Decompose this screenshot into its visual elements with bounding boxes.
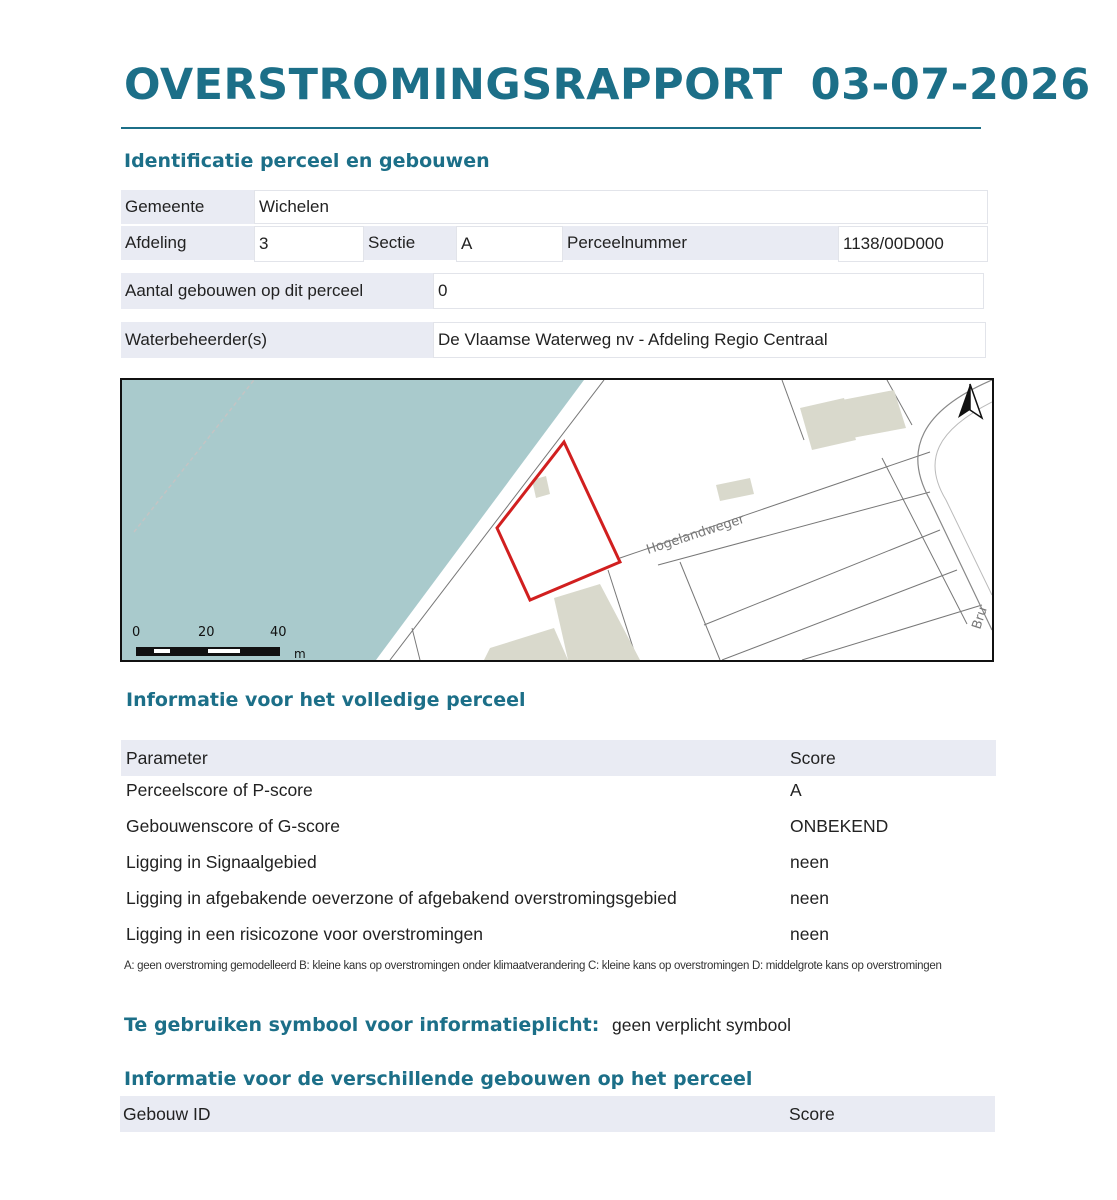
water-body	[122, 380, 584, 660]
parameter-cell: Ligging in afgebakende oeverzone of afgebakend overstromingsgebied	[126, 888, 677, 908]
perceelnummer-label: Perceelnummer	[563, 226, 838, 260]
table-row	[121, 772, 996, 808]
waterbeheerder-value: De Vlaamse Waterweg nv - Afdeling Regio Centraal	[433, 322, 986, 358]
waterbeheerder-label: Waterbeheerder(s)	[121, 322, 433, 358]
col-building-score: Score	[789, 1104, 835, 1124]
afdeling-value: 3	[254, 226, 364, 262]
aantal-gebouwen-value: 0	[433, 273, 984, 309]
perceelnummer-value: 1138/00D000	[838, 226, 988, 262]
score-legend-note: A: geen overstroming gemodelleerd B: kleine kans op overstromingen onder klimaatverandering C: kleine kans op overstromingen D: middelgrote kans op overstromingen	[124, 960, 942, 972]
parcel-info-heading: Informatie voor het volledige perceel	[126, 689, 526, 711]
road-curve-inner	[935, 402, 992, 595]
table-row	[121, 844, 996, 880]
score-cell: ONBEKEND	[790, 816, 889, 836]
col-parameter: Parameter	[126, 748, 208, 768]
report-title	[124, 60, 1091, 110]
symbol-value: geen verplicht symbool	[612, 1015, 791, 1035]
street-label-2: Bru	[969, 605, 991, 632]
table-row	[121, 808, 996, 844]
col-score: Score	[790, 748, 836, 768]
score-cell: neen	[790, 852, 829, 872]
gemeente-label: Gemeente	[121, 190, 254, 224]
aantal-gebouwen-label: Aantal gebouwen op dit perceel	[121, 273, 433, 309]
parcel-map-svg	[122, 380, 992, 660]
score-cell: neen	[790, 888, 829, 908]
buildings-header-row	[120, 1096, 995, 1132]
col-gebouw-id: Gebouw ID	[123, 1104, 211, 1124]
parcel-map	[120, 378, 994, 662]
sectie-value: A	[456, 226, 563, 262]
scale-tick-20: 20	[198, 625, 215, 640]
gemeente-value: Wichelen	[254, 190, 988, 224]
buildings	[484, 390, 906, 660]
buildings-heading: Informatie voor de verschillende gebouwen op het perceel	[124, 1068, 753, 1090]
symbol-label: Te gebruiken symbool voor informatieplicht:	[124, 1014, 600, 1036]
scale-tick-40: 40	[270, 625, 287, 640]
scale-unit: m	[294, 647, 306, 660]
scale-tick-0: 0	[132, 625, 141, 640]
north-arrow-icon	[958, 384, 982, 418]
sectie-label: Sectie	[364, 226, 456, 260]
score-cell: neen	[790, 924, 829, 944]
table-row	[121, 880, 996, 916]
parcel-info-header-row	[121, 740, 996, 776]
afdeling-label: Afdeling	[121, 226, 254, 260]
report-title-text: OVERSTROMINGSRAPPORT	[124, 60, 783, 110]
parameter-cell: Perceelscore of P-score	[126, 780, 313, 800]
parameter-cell: Ligging in Signaalgebied	[126, 852, 317, 872]
street-label: Hogelandweger	[644, 511, 747, 558]
title-divider	[121, 127, 981, 129]
parameter-cell: Gebouwenscore of G-score	[126, 816, 340, 836]
identification-heading: Identificatie perceel en gebouwen	[124, 150, 490, 172]
table-row	[121, 916, 996, 952]
score-cell: A	[790, 780, 802, 800]
parameter-cell: Ligging in een risicozone voor overstromingen	[126, 924, 484, 944]
report-date: 03-07-2026	[810, 60, 1091, 110]
